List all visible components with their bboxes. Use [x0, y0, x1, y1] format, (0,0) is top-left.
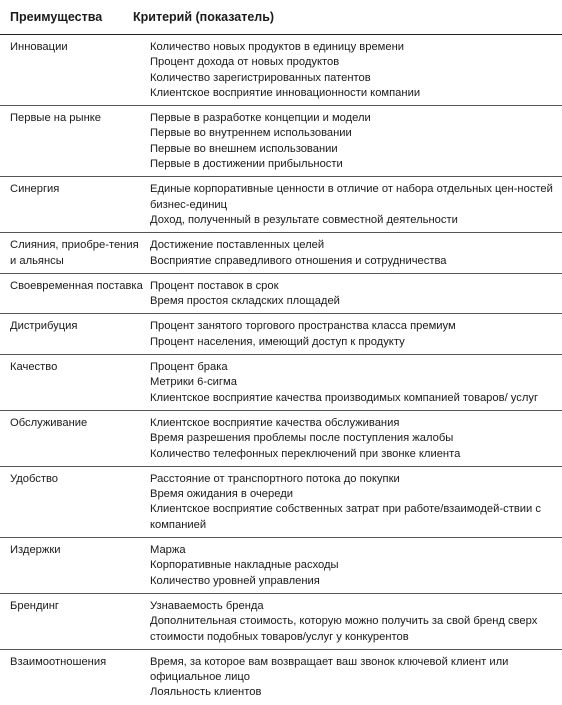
table-body	[0, 35, 562, 705]
header-criterion: Критерий (показатель)	[133, 10, 275, 24]
criterion-item: Узнаваемость бренда	[150, 599, 264, 612]
table-row	[0, 467, 562, 538]
criterion-item: Процент занятого торгового пространства класса премиум	[150, 320, 456, 333]
criterion-item: Метрики 6-сигма	[150, 376, 237, 389]
criteria-cell	[144, 538, 562, 593]
advantage-cell: Брендинг	[10, 599, 59, 612]
advantage-cell: Синергия	[10, 183, 60, 196]
criterion-item: Процент населения, имеющий доступ к продукту	[150, 335, 405, 348]
advantage-cell: Издержки	[10, 544, 61, 557]
advantage-cell: Первые на рынке	[10, 112, 101, 125]
criteria-cell	[144, 411, 562, 466]
criterion-item: Достижение поставленных целей	[150, 239, 325, 252]
criteria-cell	[144, 177, 562, 232]
criterion-item: Время простоя складских площадей	[150, 295, 340, 308]
criterion-item: Единые корпоративные ценности в отличие от набора отдельных цен-ностей бизнес-единиц	[150, 183, 553, 211]
criteria-cell	[144, 594, 562, 649]
table-row	[0, 177, 562, 233]
table-row	[0, 314, 562, 355]
advantage-cell: Качество	[10, 361, 58, 374]
criterion-item: Время ожидания в очереди	[150, 488, 293, 501]
criterion-item: Клиентское восприятие собственных затрат при работе/взаимодей-ствии с компанией	[150, 503, 541, 531]
advantage-cell: Обслуживание	[10, 416, 88, 429]
criterion-item: Количество зарегистрированных патентов	[150, 71, 371, 84]
table-row	[0, 35, 562, 106]
criterion-item: Количество уровней управления	[150, 574, 320, 587]
criterion-item: Восприятие справедливого отношения и сотрудничества	[150, 254, 447, 267]
criterion-item: Процент брака	[150, 361, 228, 374]
table-header	[0, 0, 562, 35]
criterion-item: Дополнительная стоимость, которую можно получить за свой бренд сверх стоимости подобных товаров/услуг у конкурентов	[150, 615, 538, 643]
table-row	[0, 538, 562, 594]
criterion-item: Клиентское восприятие качества производимых компанией товаров/ услуг	[150, 391, 539, 404]
advantage-cell: Дистрибуция	[10, 320, 78, 333]
advantage-cell: Инновации	[10, 41, 68, 53]
criterion-item: Клиентское восприятие инновационности компании	[150, 86, 421, 99]
advantage-cell: Взаимоотношения	[10, 655, 107, 668]
criterion-item: Количество новых продуктов в единицу времени	[150, 41, 405, 53]
advantage-cell: Своевременная поставка	[10, 279, 143, 292]
criteria-cell	[144, 233, 562, 273]
criteria-cell	[144, 35, 562, 105]
criterion-item: Процент дохода от новых продуктов	[150, 56, 340, 69]
criterion-item: Первые во внутреннем использовании	[150, 127, 352, 140]
criteria-cell	[144, 650, 562, 705]
criterion-item: Первые во внешнем использовании	[150, 142, 338, 155]
criteria-cell	[144, 467, 562, 537]
criterion-item: Время, за которое вам возвращает ваш звонок ключевой клиент или официальное лицо	[150, 655, 509, 684]
criterion-item: Время разрешения проблемы после поступления жалобы	[150, 432, 454, 445]
criterion-item: Первые в разработке концепции и модели	[150, 112, 371, 125]
criteria-cell	[144, 274, 562, 314]
table-row	[0, 594, 562, 650]
advantage-cell: Слияния, приобре-тения и альянсы	[10, 239, 139, 267]
criterion-item: Маржа	[150, 544, 186, 557]
criterion-item: Процент поставок в срок	[150, 279, 279, 292]
table-row	[0, 233, 562, 274]
table-row	[0, 274, 562, 315]
criterion-item: Клиентское восприятие качества обслуживания	[150, 416, 400, 429]
criterion-item: Корпоративные накладные расходы	[150, 559, 339, 572]
table-row	[0, 106, 562, 177]
advantage-cell: Удобство	[10, 472, 59, 485]
criterion-item: Первые в достижении прибыльности	[150, 158, 343, 171]
criterion-item: Доход, полученный в результате совместной деятельности	[150, 213, 458, 226]
criteria-cell	[144, 355, 562, 410]
criteria-cell	[144, 314, 562, 354]
criterion-item: Количество телефонных переключений при звонке клиента	[150, 447, 461, 460]
table-row	[0, 411, 562, 467]
criteria-cell	[144, 106, 562, 176]
table-row	[0, 650, 562, 705]
header-advantage: Преимущества	[10, 10, 103, 24]
table-row	[0, 355, 562, 411]
criterion-item: Расстояние от транспортного потока до покупки	[150, 472, 400, 485]
criterion-item: Лояльность клиентов	[150, 686, 262, 699]
